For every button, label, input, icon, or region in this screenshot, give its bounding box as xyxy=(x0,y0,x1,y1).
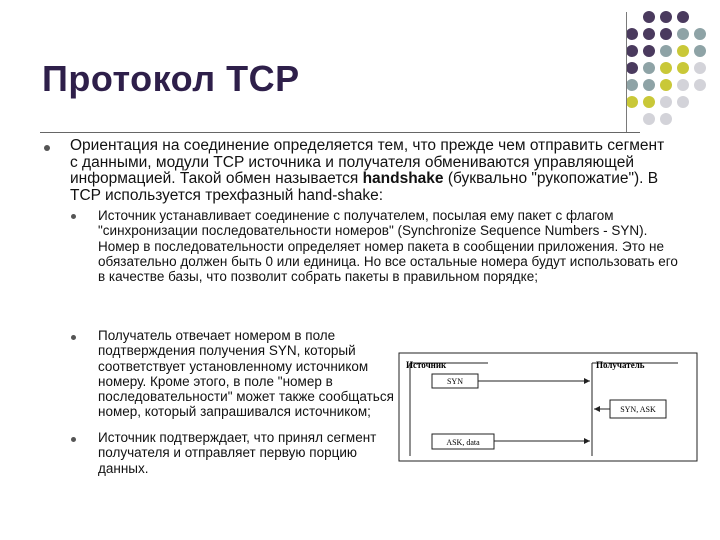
main-text-after: (буквально "рукопожатие"). В TCP используется трехфазный hand-shake: xyxy=(70,170,659,204)
message-ack-data-label: ASK, data xyxy=(446,438,480,447)
sub-bullet-icon xyxy=(71,214,76,219)
handshake-diagram xyxy=(398,352,698,462)
dot-row-1 xyxy=(643,11,689,23)
slide-title: Протокол TCP xyxy=(42,58,300,99)
sub-bullet-3: Источник подтверждает, что принял сегмент получателя и отправляет первую порцию данных. xyxy=(98,430,377,476)
source-label: Источник xyxy=(406,360,447,370)
main-text-before: Ориентация на соединение определяется тем, что прежде чем отправить сегмент с данными, модули TCP источника и получателя обмениваются управляющей информацией. Такой обмен называется xyxy=(70,137,665,187)
sub-bullet-icon xyxy=(71,335,76,340)
dot-row-7 xyxy=(643,113,672,125)
sub-bullet-1: Источник устанавливает соединение с получателем, посылая ему пакет с флагом "синхронизации последовательности номеров" (Synchronize Sequence Numbers - SYN). Номер в последовательности определяет номер пакета в сообщении приложения. Это не обязательно должен быть 0 или единица. Но все остальные номера будут использовать его в качестве базы, что позволит собрать пакеты в правильном порядке; xyxy=(98,208,678,285)
message-syn-ack-label: SYN, ASK xyxy=(620,405,656,414)
message-syn-label: SYN xyxy=(446,377,464,386)
vertical-divider xyxy=(626,12,627,132)
title-underline xyxy=(40,132,640,133)
dot-row-4 xyxy=(626,62,706,74)
main-bullet-icon xyxy=(44,145,50,151)
receiver-label: Получатель xyxy=(596,360,645,370)
dot-row-2 xyxy=(626,28,706,40)
sub-bullet-2: Получатель отвечает номером в поле подтверждения получения SYN, который соответствует установленному источником номеру. Кроме этого, в поле "номер в последовательности" может также сообщаться номер, который запрашивался источником; xyxy=(98,328,394,420)
main-paragraph xyxy=(70,138,670,204)
sub-bullet-icon xyxy=(71,437,76,442)
handshake-term: handshake xyxy=(362,170,444,187)
dot-row-5 xyxy=(626,79,706,91)
dot-row-3 xyxy=(626,45,706,57)
dot-row-6 xyxy=(626,96,689,108)
